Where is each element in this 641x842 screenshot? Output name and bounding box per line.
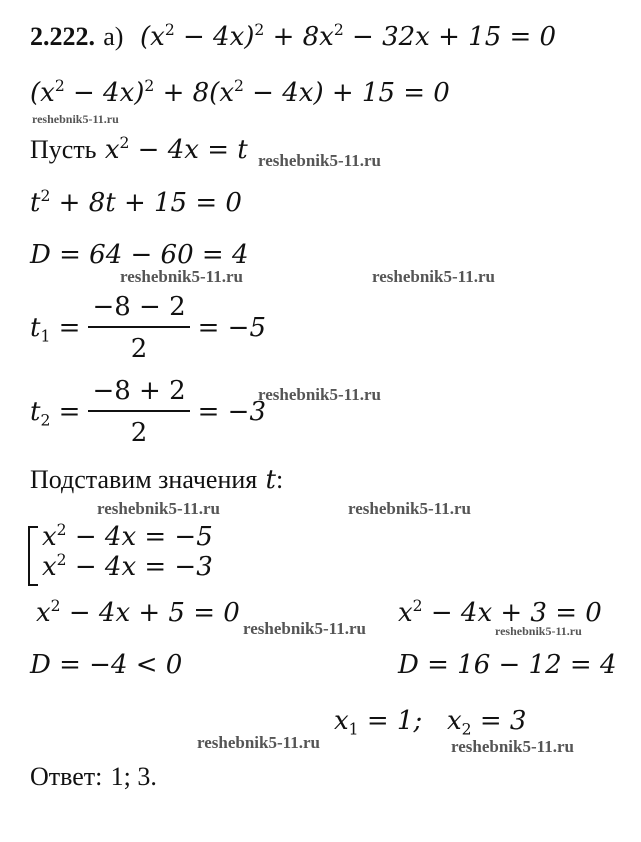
substitution-word: Пусть <box>30 135 97 164</box>
discriminant-line <box>30 240 249 270</box>
watermark: reshebnik5-11.ru <box>258 385 381 404</box>
right-equation: $x^2 - 4x + 3 = 0$ <box>398 596 602 628</box>
regroup-line <box>30 78 450 108</box>
substitute-text: Подставим значения <box>30 465 258 494</box>
watermark: reshebnik5-11.ru <box>243 619 366 638</box>
t1-result: = −5 <box>197 313 267 343</box>
answer-label: Ответ: <box>30 762 103 791</box>
watermark: reshebnik5-11.ru <box>97 499 220 518</box>
problem-part: а) <box>103 22 124 51</box>
watermark: reshebnik5-11.ru <box>258 151 381 170</box>
t2-result: = −3 <box>197 397 267 427</box>
t1-denominator: 2 <box>130 334 148 364</box>
system-bracket <box>28 526 38 586</box>
watermark: reshebnik5-11.ru <box>495 624 582 638</box>
left-equation: $x^2 - 4x + 5 = 0$ <box>36 596 240 628</box>
substitute-colon: : <box>275 465 284 494</box>
problem-header <box>30 22 556 52</box>
quadratic-line <box>30 188 242 218</box>
watermark: reshebnik5-11.ru <box>197 733 320 752</box>
right-discriminant: D = 16 − 12 = 4 <box>398 650 617 680</box>
problem-equation: $(x^2 - 4x)^2 + 8x^2 - 32x + 15 = 0$ <box>131 20 557 52</box>
substitute-line <box>30 465 283 495</box>
t1-numerator: −8 − 2 <box>88 292 189 328</box>
system-row-1: $x^2 - 4x = -5$ <box>42 520 213 552</box>
substitution-line <box>30 135 248 165</box>
answer-value: 1; 3. <box>110 762 157 791</box>
t1-label: $t_1$ = <box>30 313 81 346</box>
watermark: reshebnik5-11.ru <box>120 267 243 286</box>
watermark: reshebnik5-11.ru <box>348 499 471 518</box>
left-discriminant: D = −4 < 0 <box>30 650 183 680</box>
t2-numerator: −8 + 2 <box>88 376 189 412</box>
roots-expression: $x_1 = 1$; $x_2 = 3$ <box>334 706 527 739</box>
quadratic-equation: $t^2 + 8t + 15 = 0$ <box>30 186 242 218</box>
discriminant-expression: D = 64 − 60 = 4 <box>30 240 249 270</box>
t1-line <box>30 292 266 364</box>
t1-fraction <box>88 292 189 364</box>
problem-number: 2.222. <box>30 22 95 51</box>
substitute-variable: t <box>265 465 276 495</box>
equation-system <box>28 522 213 586</box>
system-row-2: $x^2 - 4x = -3$ <box>42 550 213 582</box>
t2-denominator: 2 <box>130 418 148 448</box>
substitution-expression: $x^2 - 4x = t$ <box>104 133 248 165</box>
t2-line <box>30 376 266 448</box>
answer-line <box>30 762 157 792</box>
t2-label: $t_2$ = <box>30 397 81 430</box>
watermark: reshebnik5-11.ru <box>451 737 574 756</box>
regroup-equation: $(x^2 - 4x)^2 + 8(x^2 - 4x) + 15 = 0$ <box>30 76 450 108</box>
watermark: reshebnik5-11.ru <box>32 112 119 126</box>
t2-fraction <box>88 376 189 448</box>
roots-line <box>334 706 527 739</box>
watermark: reshebnik5-11.ru <box>372 267 495 286</box>
